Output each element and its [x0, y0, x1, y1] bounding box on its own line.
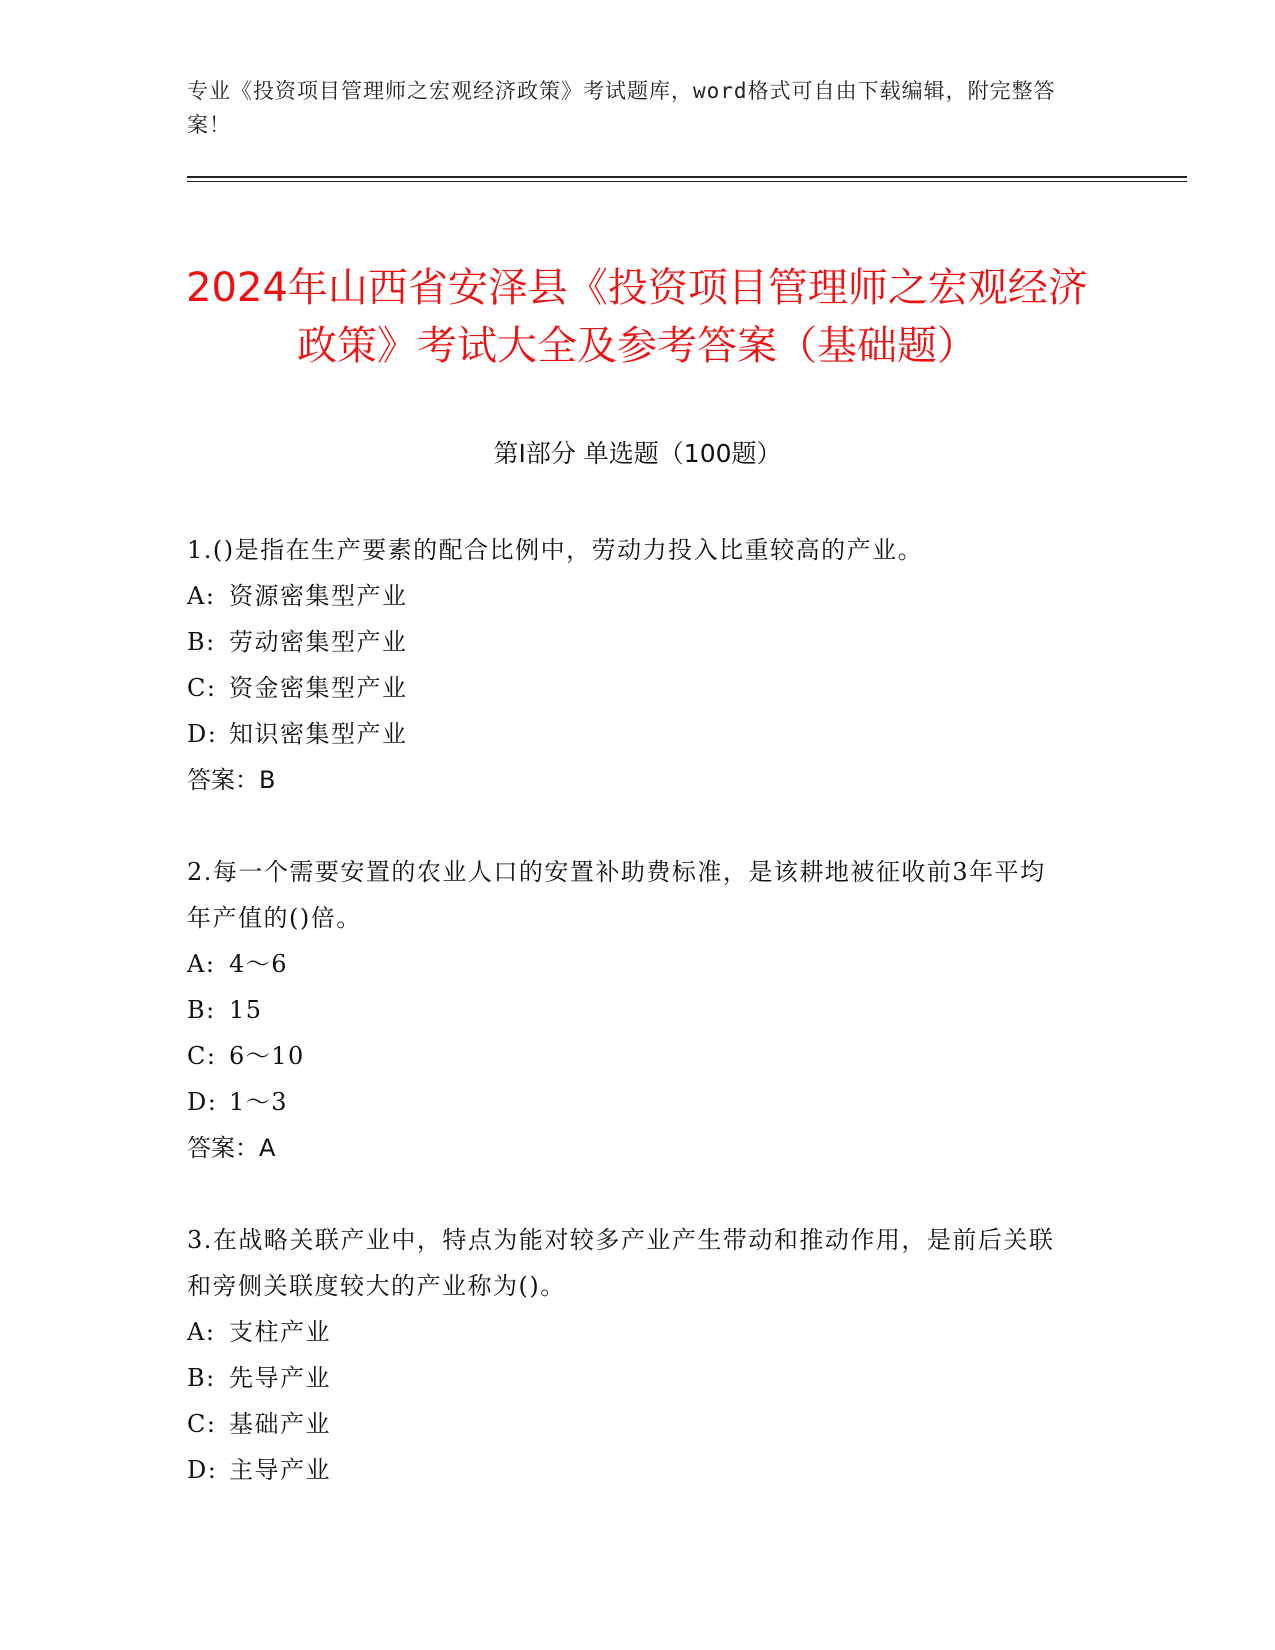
option-text: 劳动密集型产业 [229, 628, 408, 656]
header-rule-thick [187, 176, 1187, 178]
question-stem: 1.()是指在生产要素的配合比例中，劳动力投入比重较高的产业。 [187, 536, 924, 564]
option-letter: C: [187, 1042, 217, 1070]
option-text: 资源密集型产业 [229, 582, 408, 610]
option-letter: D: [187, 1088, 218, 1116]
option-c [187, 665, 1067, 711]
option-text: 先导产业 [229, 1364, 331, 1392]
option-text: 6～10 [229, 1042, 305, 1070]
option-text: 基础产业 [229, 1410, 331, 1438]
document-title: 2024年山西省安泽县《投资项目管理师之宏观经济政策》考试大全及参考答案（基础题） [186, 264, 1088, 369]
question-3 [187, 1217, 1067, 1493]
option-text: 4～6 [229, 950, 289, 978]
option-text: 资金密集型产业 [229, 674, 408, 702]
option-letter: C: [187, 1410, 217, 1438]
option-letter: D: [187, 720, 218, 748]
option-text: 支柱产业 [229, 1318, 331, 1346]
option-text: 知识密集型产业 [229, 720, 408, 748]
option-b [187, 1355, 1067, 1401]
option-letter: A: [187, 582, 216, 610]
option-letter: A: [187, 950, 216, 978]
question-list [187, 527, 1067, 1539]
section-heading: 第Ⅰ部分 单选题（100题） [493, 439, 782, 468]
option-letter: D: [187, 1456, 218, 1484]
option-c [187, 1401, 1067, 1447]
question-stem: 3.在战略关联产业中，特点为能对较多产业产生带动和推动作用，是前后关联和旁侧关联度较大的产业称为()。 [187, 1226, 1055, 1300]
option-d [187, 1447, 1067, 1493]
option-letter: B: [187, 996, 216, 1024]
option-a [187, 1309, 1067, 1355]
question-2 [187, 849, 1067, 1171]
option-letter: B: [187, 628, 216, 656]
option-d [187, 711, 1067, 757]
answer-line: 答案：B [187, 766, 276, 794]
option-letter: A: [187, 1318, 216, 1346]
option-a [187, 941, 1067, 987]
header-note: 专业《投资项目管理师之宏观经济政策》考试题库，word格式可自由下载编辑，附完整答案！ [187, 79, 1056, 137]
option-text: 主导产业 [229, 1456, 331, 1484]
option-text: 1～3 [229, 1088, 289, 1116]
question-1 [187, 527, 1067, 803]
option-a [187, 573, 1067, 619]
header-rule-thin [187, 181, 1187, 182]
option-list [187, 941, 1067, 1125]
option-b [187, 987, 1067, 1033]
option-list [187, 573, 1067, 757]
option-text: 15 [229, 996, 263, 1024]
option-c [187, 1033, 1067, 1079]
answer-line: 答案：A [187, 1134, 276, 1162]
option-list [187, 1309, 1067, 1493]
option-letter: C: [187, 674, 217, 702]
option-b [187, 619, 1067, 665]
option-d [187, 1079, 1067, 1125]
option-letter: B: [187, 1364, 216, 1392]
question-stem: 2.每一个需要安置的农业人口的安置补助费标准，是该耕地被征收前3年平均年产值的()倍。 [187, 858, 1046, 932]
